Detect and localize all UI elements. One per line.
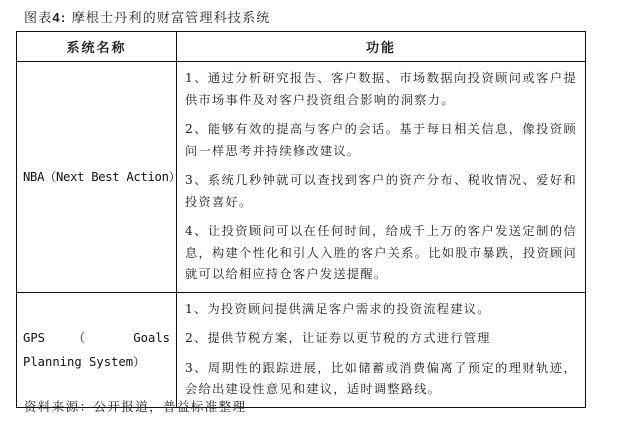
caption-title: 摩根士丹利的财富管理科技系统: [66, 11, 271, 26]
function-item: 3、系统几秒钟就可以查找到客户的资产分布、税收情况、爱好和投资喜好。: [185, 173, 577, 209]
system-name-nba: NBA（Next Best Action）: [17, 62, 177, 293]
function-item: 2、能够有效的提高与客户的会话。基于每日相关信息，像投资顾问一样思考并持续修改建议。: [185, 122, 577, 158]
source-note: 资料来源：公开报道，普益标准整理: [24, 399, 247, 414]
caption-number: 4:: [52, 10, 67, 25]
header-function: 功能: [177, 32, 586, 62]
table-header-row: [17, 32, 586, 62]
table-row-nba: [17, 62, 586, 293]
functions-nba: [177, 62, 586, 293]
function-item: 1、为投资顾问提供满足客户需求的投资流程建议。: [185, 301, 491, 316]
function-item: 3、周期性的跟踪进展，比如储蓄或消费偏离了预定的理财轨迹，会给出建设性意见和建议，适时调整路线。: [185, 360, 577, 396]
function-item: 2、提供节税方案，让证券以更节税的方式进行管理: [185, 331, 491, 345]
figure-caption: [24, 7, 271, 26]
wealth-tech-systems-table: [16, 31, 586, 408]
header-system-name: 系统名称: [17, 32, 177, 62]
functions-gps: [177, 292, 586, 407]
caption-prefix: 图表: [24, 11, 53, 26]
table-row-gps: [17, 292, 586, 407]
function-item: 1、通过分析研究报告、客户数据、市场数据向投资顾问或客户提供市场事件及对客户投资组合影响的洞察力。: [185, 71, 577, 107]
system-name-gps: GPS （ Goals Planning System）: [17, 292, 177, 407]
function-item: 4、让投资顾问可以在任何时间，给成千上万的客户发送定制的信息，构建个性化和引人入胜的客户关系。比如股市暴跌，投资顾问就可以给相应持仓客户发送提醒。: [185, 224, 577, 281]
